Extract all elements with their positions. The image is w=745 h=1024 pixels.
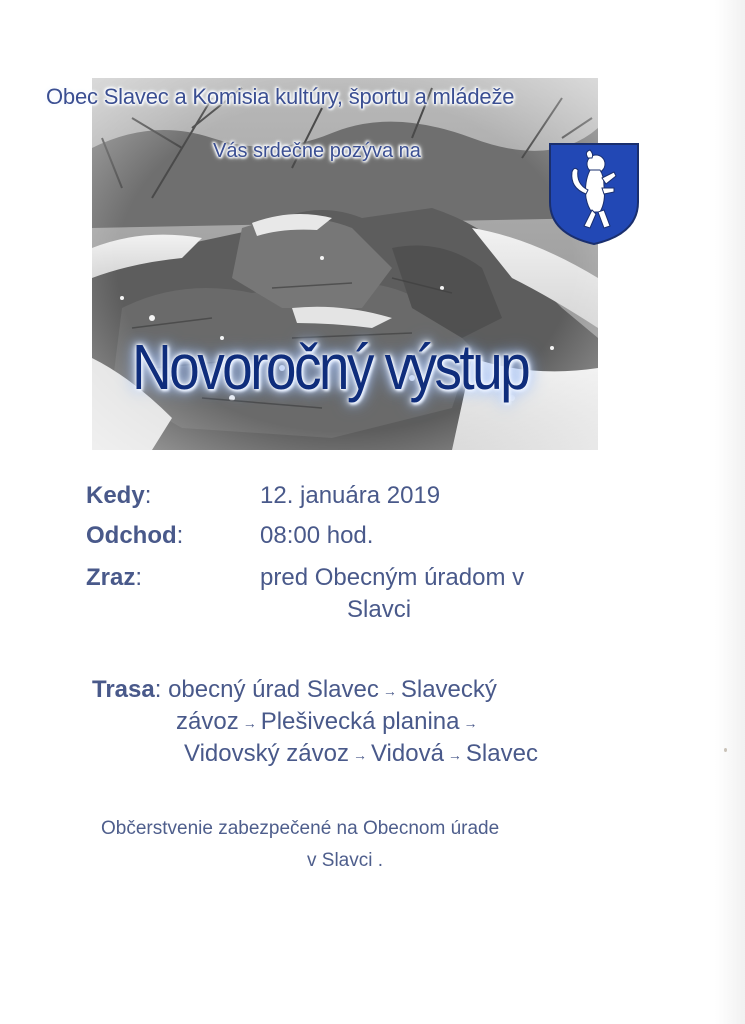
scan-speck xyxy=(724,748,727,752)
route-line-2 xyxy=(176,708,482,736)
meeting-value-line1: pred Obecným úradom v xyxy=(260,564,525,591)
arrow-right-icon: → xyxy=(447,747,462,763)
arrow-right-icon: → xyxy=(382,683,397,699)
route-stop: obecný úrad Slavec xyxy=(168,676,379,703)
organizer-heading: Obec Slavec a Komisia kultúry, športu a mládeže xyxy=(46,84,515,109)
arrow-right-icon: → xyxy=(352,747,367,763)
route-stop: Slavec xyxy=(465,740,538,767)
route-line-3 xyxy=(184,740,538,768)
refreshment-line-1: Občerstvenie zabezpečené na Obecnom úrade xyxy=(101,818,500,839)
scan-edge xyxy=(715,0,745,1024)
refreshment-line-2: v Slavci . xyxy=(307,850,384,871)
route-stop: závoz xyxy=(176,708,239,735)
route-stop: Plešivecká planina xyxy=(260,708,460,735)
departure-value: 08:00 hod. xyxy=(260,522,374,549)
route-stop: Vidová xyxy=(370,740,444,767)
route-stop: Slavecký xyxy=(400,676,497,703)
when-label: Kedy: xyxy=(86,482,152,509)
route-stop: Vidovský závoz xyxy=(184,740,349,767)
invite-heading: Vás srdečne pozýva na xyxy=(213,140,421,162)
departure-label: Odchod: xyxy=(86,522,184,549)
event-title: Novoročný výstup xyxy=(132,331,529,403)
coat-of-arms-icon xyxy=(548,142,640,246)
meeting-value-line2: Slavci xyxy=(347,596,412,623)
arrow-right-icon: → xyxy=(242,715,257,731)
when-value: 12. januára 2019 xyxy=(260,482,441,509)
meeting-label: Zraz: xyxy=(86,564,143,591)
route-label: Trasa xyxy=(92,676,155,703)
route-line-1: Trasa: obecný úrad Slavec → Slavecký xyxy=(92,676,497,703)
arrow-right-icon: → xyxy=(463,715,478,731)
